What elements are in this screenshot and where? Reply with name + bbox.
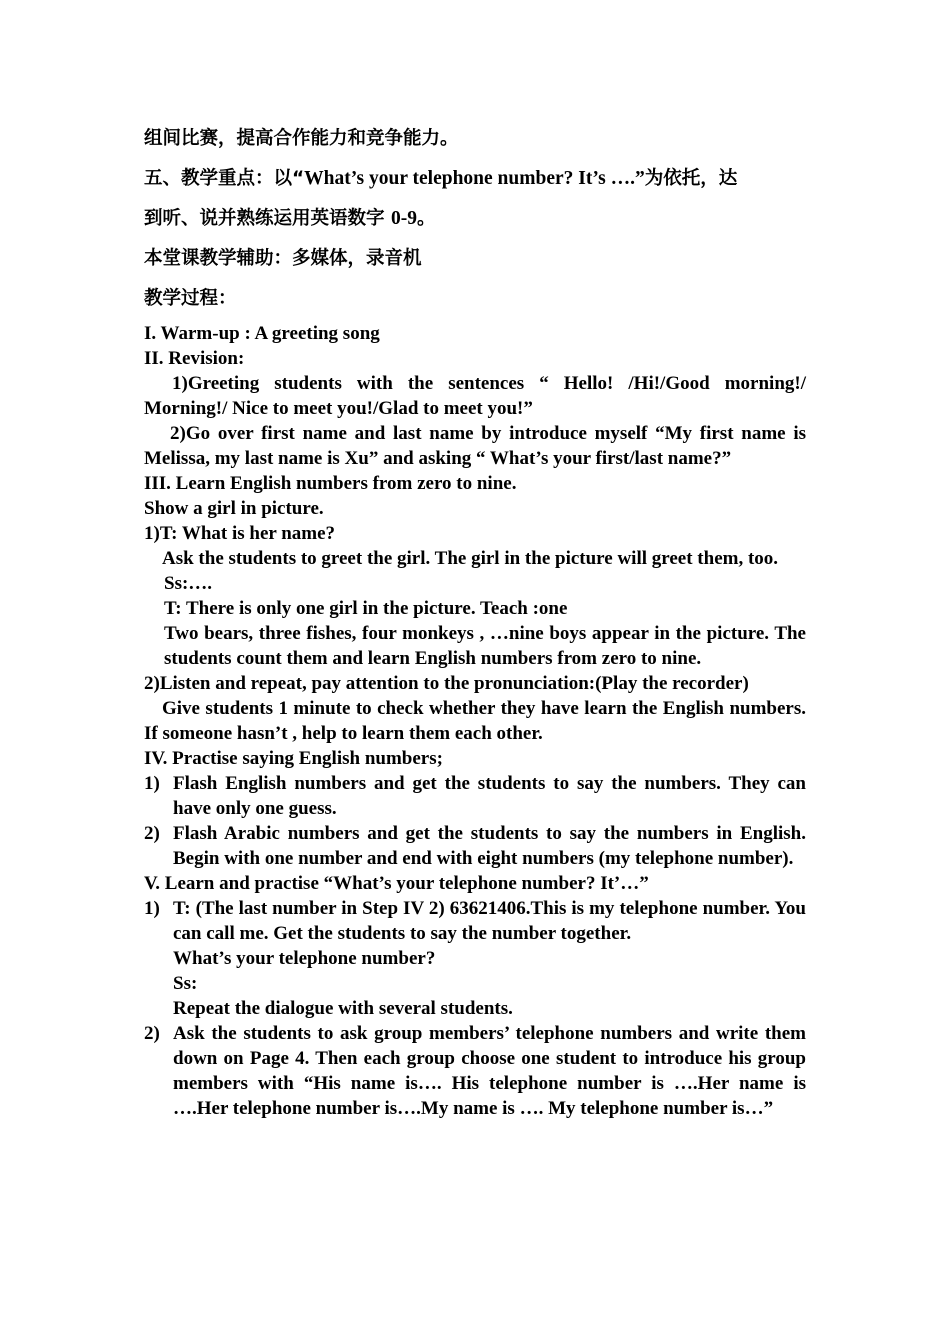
list-item xyxy=(144,1021,806,1121)
learn-step-1-ss: Ss:…. xyxy=(164,573,213,594)
list-item-number: 1) xyxy=(144,898,160,919)
teaching-focus-line1 xyxy=(144,164,806,190)
focus-line2-english: 0-9 xyxy=(390,208,417,229)
telephone-question: What’s your telephone number? xyxy=(173,948,436,969)
teaching-aids: 本堂课教学辅助：多媒体，录音机 xyxy=(144,248,422,269)
learn-step-1-count: Two bears, three fishes, four monkeys , …nine boys appear in the picture. The students count them and learn English numbers from zero to nine. xyxy=(164,623,806,669)
revision-step-2: 2)Go over first name and last name by introduce myself “My first name is Melissa, my last name is Xu” and asking “ What’s your first/last name?” xyxy=(144,423,806,469)
learn-step-1: 1)T: What is her name? xyxy=(144,523,336,544)
list-item-text: T: (The last number in Step IV 2) 63621406.This is my telephone number. You can call me. Get the students to say the number together. xyxy=(173,898,806,944)
section-learn-numbers: III. Learn English numbers from zero to nine. xyxy=(144,473,517,494)
learn-step-1-teacher: T: There is only one girl in the picture. Teach :one xyxy=(164,598,568,619)
focus-line2-suffix: 。 xyxy=(416,208,436,229)
repeat-dialogue: Repeat the dialogue with several students. xyxy=(173,998,513,1019)
show-girl-line: Show a girl in picture. xyxy=(144,498,324,519)
list-item-number: 2) xyxy=(144,1023,160,1044)
revision-step-1: 1)Greeting students with the sentences “ Hello! /Hi!/Good morning!/ Morning!/ Nice to meet you!/Glad to meet you!” xyxy=(144,373,806,419)
list-item xyxy=(144,896,806,946)
focus-suffix: 为依托，达 xyxy=(644,168,738,189)
list-item-text: Ask the students to ask group members’ telephone numbers and write them down on Page 4. Then each group choose one student to introduce his group members with “His name is…. His telephone number is ….Her name is ….Her telephone number is….My name is …. My telephone number is…” xyxy=(173,1023,806,1119)
students-reply: Ss: xyxy=(173,973,198,994)
section-learn-practise: V. Learn and practise “What’s your telephone number? It’…” xyxy=(144,873,649,894)
section-warmup: I. Warm-up : A greeting song xyxy=(144,323,380,344)
focus-line2-prefix: 到听、说并熟练运用英语数字 xyxy=(144,208,391,229)
list-item-number: 2) xyxy=(144,823,160,844)
lesson-body xyxy=(144,321,806,1121)
list-item-text: Flash English numbers and get the students to say the numbers. They can have only one guess. xyxy=(173,773,806,819)
teaching-focus-line2 xyxy=(144,204,806,230)
list-item xyxy=(144,771,806,821)
list-item-number: 1) xyxy=(144,773,160,794)
learn-step-1-ask: Ask the students to greet the girl. The girl in the picture will greet them, too. xyxy=(162,548,779,569)
focus-prefix: 五、教学重点：以“ xyxy=(144,168,305,189)
objective-line: 组间比赛，提高合作能力和竞争能力。 xyxy=(144,128,459,149)
learn-step-2-give: Give students 1 minute to check whether they have learn the English numbers. If someone hasn’t , help to learn them each other. xyxy=(144,698,806,744)
teaching-process-heading: 教学过程： xyxy=(144,288,237,309)
focus-english: What’s your telephone number? It’s ….” xyxy=(304,168,645,189)
list-item xyxy=(144,821,806,871)
learn-step-2: 2)Listen and repeat, pay attention to the pronunciation:(Play the recorder) xyxy=(144,673,749,694)
section-revision: II. Revision: xyxy=(144,348,245,369)
list-item-text: Flash Arabic numbers and get the students to say the numbers in English. Begin with one number and end with eight numbers (my telephone number). xyxy=(173,823,806,869)
section-practise: IV. Practise saying English numbers; xyxy=(144,748,443,769)
